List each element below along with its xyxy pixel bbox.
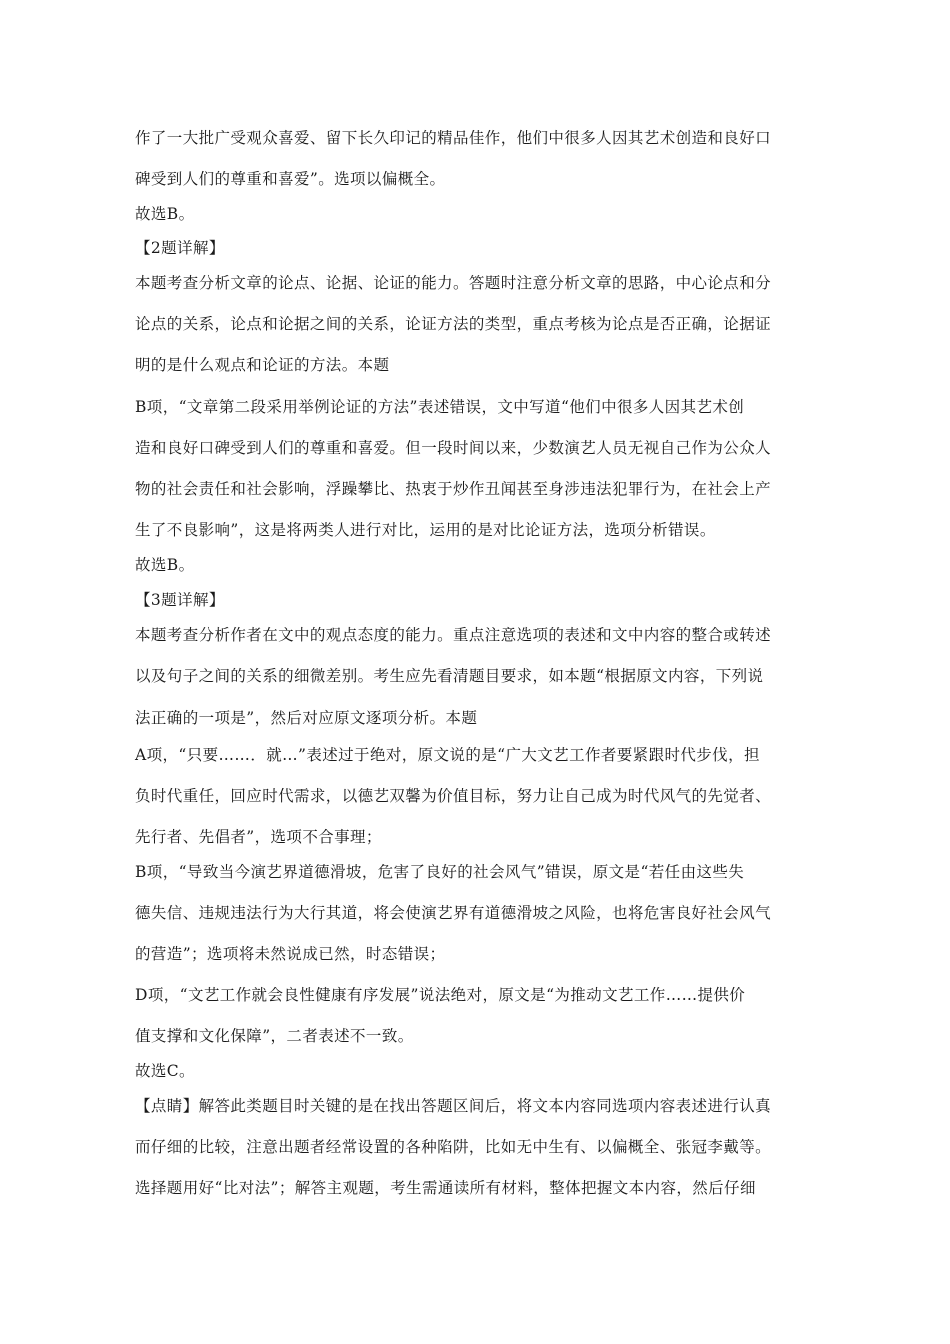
text-line: 本题考查分析作者在文中的观点态度的能力。重点注意选项的表述和文中内容的整合或转述 [135,626,772,644]
text-line: 明的是什么观点和论证的方法。本题 [135,356,390,374]
text-line: 的营造”；选项将未然说成已然，时态错误； [135,945,446,963]
text-line: 以及句子之间的关系的细微差别。考生应先看清题目要求，如本题“根据原文内容，下列说 [135,667,764,685]
text-line: 德失信、违规违法行为大行其道，将会使演艺界有道德滑坡之风险，也将危害良好社会风气 [135,904,772,922]
text-line: 碑受到人们的尊重和喜爱”。选项以偏概全。 [135,170,446,188]
text-line: A项，“只要……．就…”表述过于绝对，原文说的是“广大文艺工作者要紧跟时代步伐，担 [135,746,760,764]
text-line: 本题考查分析文章的论点、论据、论证的能力。答题时注意分析文章的思路，中心论点和分 [135,274,772,292]
text-line: 故选B。 [135,205,195,223]
text-line: 【点睛】解答此类题目时关键的是在找出答题区间后，将文本内容同选项内容表述进行认真 [135,1097,772,1115]
text-line: 故选C。 [135,1062,195,1080]
section-heading: 【3题详解】 [135,591,225,609]
text-line: B项，“导致当今演艺界道德滑坡，危害了良好的社会风气”错误，原文是“若任由这些失 [135,863,745,881]
text-line: B项，“文章第二段采用举例论证的方法”表述错误，文中写道“他们中很多人因其艺术创 [135,398,745,416]
text-line: 负时代重任，回应时代需求，以德艺双馨为价值目标，努力让自己成为时代风气的先觉者、 [135,787,772,805]
text-line: 故选B。 [135,556,195,574]
text-line: D项，“文艺工作就会良性健康有序发展”说法绝对，原文是“为推动文艺工作……提供价 [135,986,746,1004]
text-line: 论点的关系，论点和论据之间的关系，论证方法的类型，重点考核为论点是否正确，论据证 [135,315,772,333]
text-line: 值支撑和文化保障”，二者表述不一致。 [135,1027,414,1045]
section-heading: 【2题详解】 [135,239,225,257]
text-line: 生了不良影响”，这是将两类人进行对比，运用的是对比论证方法，选项分析错误。 [135,521,716,539]
text-line: 而仔细的比较，注意出题者经常设置的各种陷阱，比如无中生有、以偏概全、张冠李戴等。 [135,1138,772,1156]
text-line: 选择题用好“比对法”；解答主观题，考生需通读所有材料，整体把握文本内容，然后仔细 [135,1179,756,1197]
text-line: 造和良好口碑受到人们的尊重和喜爱。但一段时间以来，少数演艺人员无视自己作为公众人 [135,439,772,457]
text-line: 物的社会责任和社会影响，浮躁攀比、热衷于炒作丑闻甚至身涉违法犯罪行为，在社会上产 [135,480,772,498]
text-line: 先行者、先倡者”，选项不合事理； [135,828,382,846]
text-line: 法正确的一项是”，然后对应原文逐项分析。本题 [135,709,478,727]
text-line: 作了一大批广受观众喜爱、留下长久印记的精品佳作，他们中很多人因其艺术创造和良好口 [135,129,772,147]
